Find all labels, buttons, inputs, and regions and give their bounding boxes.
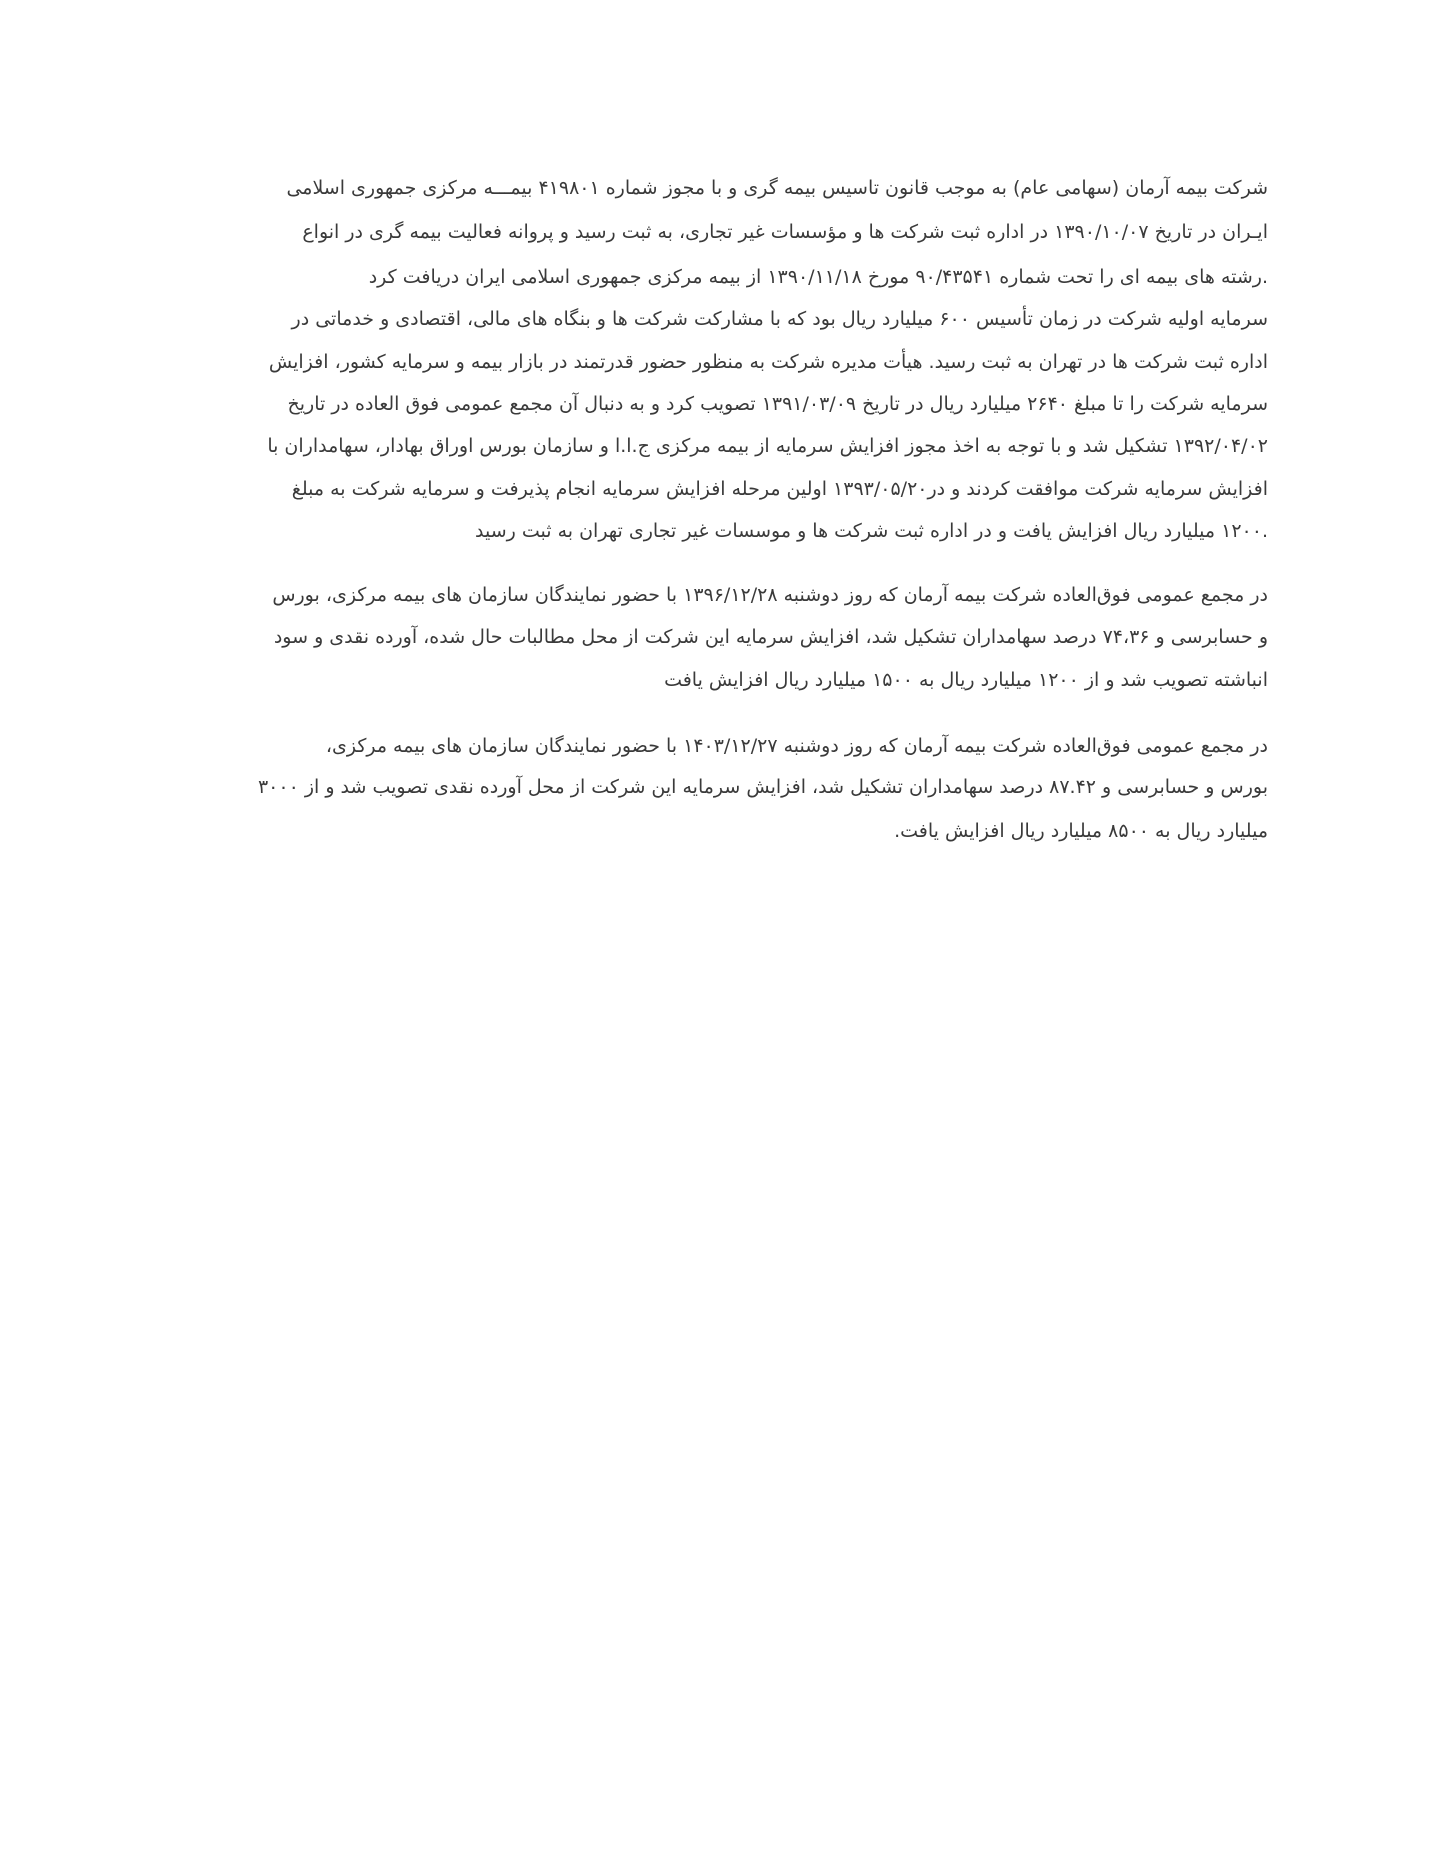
paragraph-1-line-1: شرکت بیمه آرمان (سهامی عام) به موجب قانون تاسیس بیمه گری و با مجوز شماره ۴۱۹۸۰۱ بیمـــه مرکزی جمهوری اسلامی (286, 177, 1268, 199)
paragraph-2-line-4: ۱۳۹۲/۰۴/۰۲ تشکیل شد و با توجه به اخذ مجوز افزایش سرمایه از بیمه مرکزی ج.ا.ا و سازمان بورس اوراق بهادار، سهامداران با (267, 435, 1268, 457)
paragraph-2-line-5: افزایش سرمایه شرکت موافقت کردند و در۱۳۹۳/۰۵/۲۰ اولین مرحله افزایش سرمایه انجام پذیرفت و سرمایه شرکت به مبلغ (291, 478, 1268, 500)
paragraph-2-line-3: سرمایه شرکت را تا مبلغ ۲۶۴۰ میلیارد ریال در تاریخ ۱۳۹۱/۰۳/۰۹ تصویب کرد و به دنبال آن مجمع عمومی فوق العاده در تاریخ (287, 393, 1268, 415)
paragraph-3-line-3: انباشته تصویب شد و از ۱۲۰۰ میلیارد ریال به ۱۵۰۰ میلیارد ریال افزایش یافت (664, 669, 1268, 691)
paragraph-2-line-1: سرمایه اولیه شرکت در زمان تأسیس ۶۰۰ میلیارد ریال بود که با مشارکت شرکت ها و بنگاه های مالی، اقتصادی و خدماتی در (291, 308, 1268, 330)
paragraph-3-line-1: در مجمع عمومی فوق‌العاده شرکت بیمه آرمان که روز دوشنبه ۱۳۹۶/۱۲/۲۸ با حضور نمایندگان سازمان های بیمه مرکزی، بورس (272, 584, 1268, 606)
paragraph-3-line-2: و حسابرسی و ۷۴،۳۶ درصد سهامداران تشکیل شد، افزایش سرمایه این شرکت از محل مطالبات حال شده، آورده نقدی و سود (273, 626, 1268, 648)
paragraph-1-line-2: ایـران در تاریخ ۱۳۹۰/۱۰/۰۷ در اداره ثبت شرکت ها و مؤسسات غیر تجاری، به ثبت رسید و پروانه فعالیت بیمه گری در انواع (302, 221, 1268, 243)
paragraph-1-line-3: .رشته های بیمه ای را تحت شماره ۹۰/۴۳۵۴۱ مورخ ۱۳۹۰/۱۱/۱۸ از بیمه مرکزی جمهوری اسلامی ایران دریافت کرد (368, 266, 1268, 288)
paragraph-4-line-2: بورس و حسابرسی و ۸۷.۴۲ درصد سهامداران تشکیل شد، افزایش سرمایه این شرکت از محل آورده نقدی تصویب شد و از ۳۰۰۰ (257, 776, 1268, 798)
paragraph-4-line-3: میلیارد ریال به ۸۵۰۰ میلیارد ریال افزایش یافت. (894, 820, 1268, 842)
paragraph-2-line-2: اداره ثبت شرکت ها در تهران به ثبت رسید. هیأت مدیره شرکت به منظور حضور قدرتمند در بازار بیمه و سرمایه کشور، افزایش (268, 351, 1268, 373)
paragraph-4-line-1: در مجمع عمومی فوق‌العاده شرکت بیمه آرمان که روز دوشنبه ۱۴۰۳/۱۲/۲۷ با حضور نمایندگان سازمان های بیمه مرکزی، (325, 735, 1268, 757)
paragraph-2-line-6: .۱۲۰۰ میلیارد ریال افزایش یافت و در اداره ثبت شرکت ها و موسسات غیر تجاری تهران به ثبت رسید (475, 520, 1268, 542)
